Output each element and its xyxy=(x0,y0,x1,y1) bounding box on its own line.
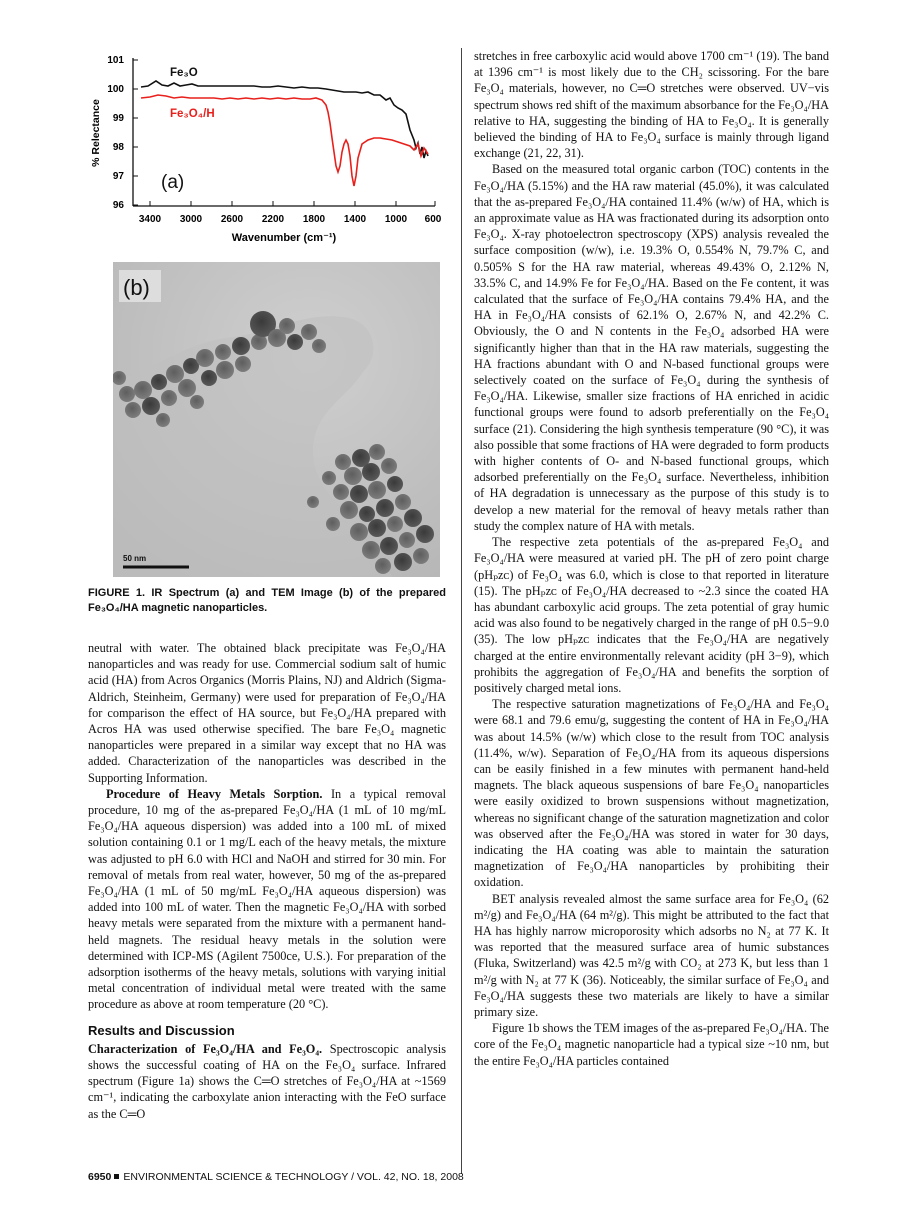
panel-a-label: (a) xyxy=(161,172,185,193)
x-axis-label: Wavenumber (cm⁻¹) xyxy=(231,232,337,244)
x-tick-label: 1400 xyxy=(343,214,367,225)
y-tick-label: 101 xyxy=(107,55,124,66)
tem-image xyxy=(113,262,440,577)
scale-bar-label: 50 nm xyxy=(123,554,147,563)
paragraph xyxy=(88,1041,446,1122)
square-bullet-icon xyxy=(114,1174,119,1179)
x-tick-label: 2200 xyxy=(261,214,285,225)
page-footer xyxy=(88,1171,464,1183)
paragraph: Based on the measured total organic carbon (TOC) contents in the Fe₃O₄/HA (5.15%) and the HA raw material (45.0%), it was calculated that the as-prepared Fe₃O₄/HA contained 11.4% (w/w) of HA, which is an approximate value as HA was fractionated during its adsorption onto Fe₃O₄. X-ray photoelectron spectroscopy (XPS) analysis revealed the surface composition (w/w), i.e. 19.3% O, 0.554% N, 79.7% C, and 0.505% S for the HA raw material, whereas 49.43% O, 2.12% N, 33.5% C, and 14.9% Fe for Fe₃O₄/HA. Based on the Fe content, it was calculated that the surface of Fe₃O₄/HA contains 79.4% HA, and the HA in Fe₃O₄/HA consists of 62.1% O, 2.67% N, and 42.2% C. Obviously, the O and N contents in the Fe₃O₄ adsorbed HA were significantly higher than that in the HA raw materials, suggesting the HA fractions abundant with O and N-based functional groups were selectively coated on the surface of Fe₃O₄ during the synthesis of Fe₃O₄/HA. Likewise, smaller size fractions of HA enriched in acidic functional groups were found to adsorb preferentially on the Fe₃O₄ surface (21). Considering the high synthesis temperature (90 °C), it was also possible that some fractions of HA were degraded to form products with higher contents of O- and N-based functional groups, which adsorbed preferentially on the Fe₃O₄ surface. Nevertheless, inhibition of HA degradation is unnecessary as the purpose of this study is to develop a new material for the removal of heavy metals rather than study the complex nature of HA with metals. xyxy=(474,162,829,533)
y-tick-label: 99 xyxy=(112,113,124,124)
runin-heading: Procedure of Heavy Metals Sorption. xyxy=(106,786,323,801)
x-tick-label: 600 xyxy=(424,214,442,225)
y-tick-label: 96 xyxy=(112,200,124,211)
x-tick-label: 2600 xyxy=(220,214,244,225)
ir-spectrum-figure xyxy=(88,48,448,256)
paragraph-body: Spectroscopic analysis shows the successful coating of HA on the Fe₃O₄ surface. Infrared spectrum (Figure 1a) shows the C═O stretches of Fe₃O₄/HA at ~1569 cm⁻¹, indicating the carboxylate anion interacting with the FeO surface as the C═O xyxy=(88,1041,446,1121)
panel-b-label: (b) xyxy=(123,275,150,300)
paragraph: The respective zeta potentials of the as-prepared Fe₃O₄ and Fe₃O₄/HA were measured at varied pH. The pH of zero point charge (pHₚᴢᴄ) of Fe₃O₄ was 6.0, which is close to that reported in literature (15). The pHₚᴢᴄ of Fe₃O₄/HA decreased to ~2.3 since the coated HA has abundant carboxylic acid groups. The zeta potential of gray humic acid was also found to be negatively charged in the range of pH 0.5−9.0 (35). The low pHₚᴢᴄ indicates that the Fe₃O₄/HA are negatively charged at the entire environmentally relevant acidity (pH 3−9), which prohibits the aggregation of Fe₃O₄/HA and benefits the sorption of positively charged metal ions. xyxy=(474,535,829,695)
y-axis-label: % Relectance xyxy=(90,99,102,167)
y-tick-label: 97 xyxy=(112,171,124,182)
page-number: 6950 xyxy=(88,1171,112,1183)
paragraph: neutral with water. The obtained black precipitate was Fe₃O₄/HA nanoparticles and was ready for use. Commercial sodium salt of humic acid (HA) from Acros Organics (Morris Plains, NJ) and Aldrich (Sigma-Aldrich, Steinheim, Germany) were used for preparation of Fe₃O₄/HA for comparison the effect of HA source, but Fe₃O₄/HA prepared with Acros HA was used otherwise specified. The bare Fe₃O₄ magnetic nanoparticles were prepared in a similar way except that no HA was added. Characterization of the nanoparticles was described in the Supporting Information. xyxy=(88,641,446,785)
paragraph-body: In a typical removal procedure, 10 mg of the as-prepared Fe₃O₄/HA (1 mL of 10 mg/mL Fe₃O₄/HA aqueous dispersion) was added into a 100 mL of mixed solution containing 0.1 or 1 mg/L each of the heavy metals, the mixture was adjusted to pH 6.0 with HCl and NaOH and stirred for 30 min. For removal of metals from real water, however, 50 mg of the as-prepared Fe₃O₄/HA (1 mL of 50 mg/mL Fe₃O₄/HA aqueous dispersion) was added into 100 mL of water. Then the magnetic Fe₃O₄/HA with sorbed heavy metals were separated from the mixture with a permanent hand-held magnets. The residual heavy metals in the solution were determined with ICP-MS (Agilent 7500ce, U.S.). For preparation of the adsorption isotherms of the heavy metals, solutions with varying initial metal concentration of individual metal were treated with the same procedure as above at room temperature (20 °C). xyxy=(88,786,446,1012)
y-tick-label: 98 xyxy=(112,142,124,153)
paragraph: The respective saturation magnetizations of Fe₃O₄/HA and Fe₃O₄ were 68.1 and 79.6 emu/g, suggesting the content of HA in Fe₃O₄/HA was about 14.5% (w/w) which close to the result from TOC analysis (11.4%, w/w). Separation of Fe₃O₄/HA from its aqueous dispersions can be easily finished in a few minutes with permanent hand-held magnets. The black aqueous suspensions of bare Fe₃O₄ nanoparticles were easily oxidized to brown suspensions without magnetization, whereas no significant change of the saturation magnetization and color was observed after the Fe₃O₄/HA was stored in water for 30 days, indicating the HA coating was able to maintain the saturation magnetization of Fe₃O₄/HA nanoparticles by prohibiting their oxidation. xyxy=(474,697,829,890)
paragraph: Figure 1b shows the TEM images of the as-prepared Fe₃O₄/HA. The core of the Fe₃O₄ magnetic nanoparticle had a typical size ~10 nm, but the entire Fe₃O₄/HA particles contained xyxy=(474,1021,829,1068)
x-tick-labels xyxy=(139,201,442,225)
paragraph: BET analysis revealed almost the same surface area for Fe₃O₄ (62 m²/g) and Fe₃O₄/HA (64 m²/g). This might be attributed to the fact that HA has highly narrow microporosity which adsorbs no N₂ at 77 K. It was reported that the measured surface area of humic substances (Fluka, Switzerland) was 42.5 m²/g with CO₂ at 273 K, but less than 1 m²/g with N₂ at 77 K (36). Noticeably, the similar surface of Fe₃O₄ and Fe₃O₄/HA suggests these two materials are likely to have a similar primary size. xyxy=(474,891,829,1019)
x-tick-label: 3400 xyxy=(138,214,162,225)
paragraph: stretches in free carboxylic acid would above 1700 cm⁻¹ (19). The band at 1396 cm⁻¹ is most likely due to the CH₂ scissoring. For the bare Fe₃O₄ materials, however, no C═O stretches were observed. UV−vis spectrum shows red shift of the maximum absorbance for the Fe₃O₄/HA relative to HA, suggesting the binding of HA to Fe₃O₄. It is generally believed the binding of HA to Fe₃O₄ surface is mainly through ligand exchange (21, 22, 31). xyxy=(474,49,829,161)
journal-citation: ENVIRONMENTAL SCIENCE & TECHNOLOGY / VOL. 42, NO. 18, 2008 xyxy=(123,1171,464,1183)
x-tick-label: 1000 xyxy=(384,214,408,225)
y-tick-label: 100 xyxy=(107,84,124,95)
legend-fe3o: Fe₃O xyxy=(170,67,198,79)
column-divider xyxy=(461,48,462,1174)
figure-caption: FIGURE 1. IR Spectrum (a) and TEM Image (b) of the prepared Fe₃O₄/HA magnetic nanoparticles. xyxy=(88,587,446,614)
x-tick-label: 3000 xyxy=(179,214,203,225)
legend-fe3o4h: Fe₃O₄/H xyxy=(170,108,215,120)
right-column xyxy=(474,48,829,1069)
section-heading: Results and Discussion xyxy=(88,1022,235,1038)
runin-heading: Characterization of Fe₃O₄/HA and Fe₃O₄. xyxy=(88,1041,323,1056)
x-tick-label: 1800 xyxy=(302,214,326,225)
paragraph xyxy=(88,786,446,1013)
left-column xyxy=(88,640,446,1122)
